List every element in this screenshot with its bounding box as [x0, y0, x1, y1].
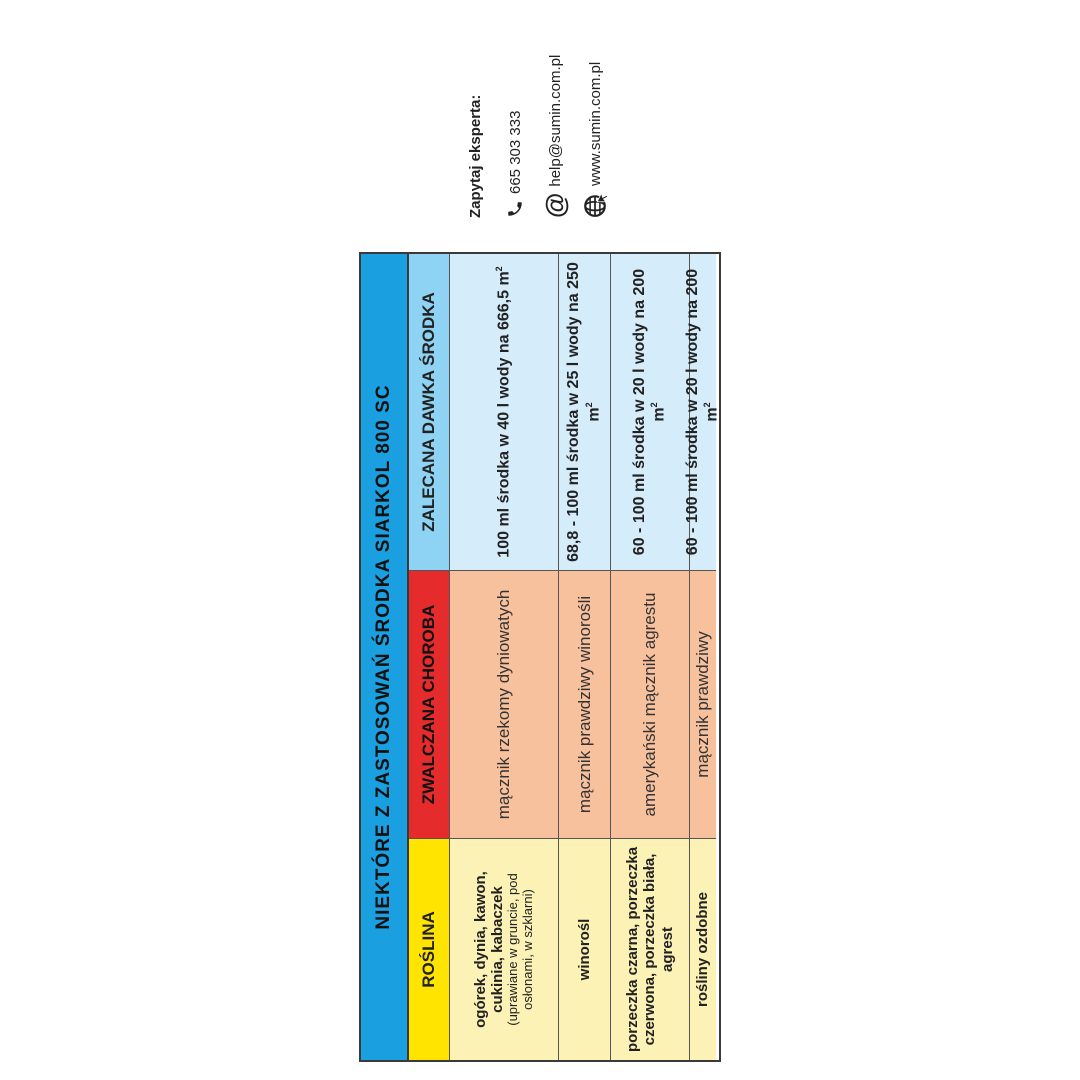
table-row-3-dose [611, 254, 690, 570]
table-row-4-disease: mącznik prawdziwy [690, 570, 716, 838]
table-row-2-plant: winorośl [559, 838, 611, 1060]
phone-icon [506, 200, 524, 218]
table-row-2-disease: mącznik prawdziwy winorośli [559, 570, 611, 838]
header-dose: ZALECANA DAWKA ŚRODKA [409, 254, 450, 570]
table-row-4-dose [683, 254, 721, 570]
contact-phone[interactable]: 665 303 333 [506, 110, 524, 194]
at-icon: @ [540, 192, 570, 218]
plant-note: (uprawiane w gruncie, pod osłonami, w szklarni) [505, 873, 536, 1026]
dose-text: 60 - 100 ml środka w 20 l wody na 200 m [630, 268, 668, 556]
header-disease: ZWALCZANA CHOROBA [409, 570, 450, 838]
contact-title-line [455, 8, 495, 218]
contact-email[interactable]: help@sumin.com.pl [546, 54, 564, 187]
usage-table-wrapper [359, 252, 721, 1062]
table-row-3-plant: porzeczka czarna, porzeczka czerwona, porzeczka biała, agrest [611, 838, 690, 1060]
dose-unit-sup: 2 [702, 402, 713, 408]
table-title: NIEKTÓRE Z ZASTOSOWAŃ ŚRODKA SIARKOL 800 SC [361, 254, 409, 1060]
usage-table [359, 252, 721, 1062]
table-row-1-disease: mącznik rzekomy dyniowatych [450, 570, 559, 838]
table-row-1-dose [450, 254, 559, 570]
contact-block [455, 8, 615, 218]
dose-unit-sup: 2 [583, 402, 594, 408]
table-row-2-dose [559, 254, 611, 570]
contact-block-wrapper [455, 8, 615, 218]
plant-name: ogórek, dynia, kawon, cukinia, kabaczek [471, 871, 507, 1028]
dose-text: 68,8 - 100 ml środka w 25 l wody na 250 m [565, 262, 603, 562]
header-plant: ROŚLINA [409, 838, 450, 1060]
contact-website[interactable]: www.sumin.com.pl [586, 61, 604, 186]
dose-text: 60 - 100 ml środka w 20 l wody na 200 m [683, 268, 721, 556]
table-row-3-disease: amerykański mącznik agrestu [611, 570, 690, 838]
dose-unit-sup: 2 [649, 402, 660, 408]
table-row-4-plant: rośliny ozdobne [690, 838, 716, 1060]
globe-icon [582, 192, 608, 218]
dose-text: 100 ml środka w 40 l wody na 666,5 m [495, 271, 513, 558]
table-grid [409, 254, 721, 1060]
contact-title: Zapytaj eksperta: [466, 94, 484, 218]
contact-website-line[interactable] [575, 8, 615, 218]
dose-unit-sup: 2 [494, 266, 505, 272]
contact-email-line[interactable] [535, 8, 575, 218]
table-row-1-plant [450, 838, 559, 1060]
contact-phone-line[interactable] [495, 8, 535, 218]
